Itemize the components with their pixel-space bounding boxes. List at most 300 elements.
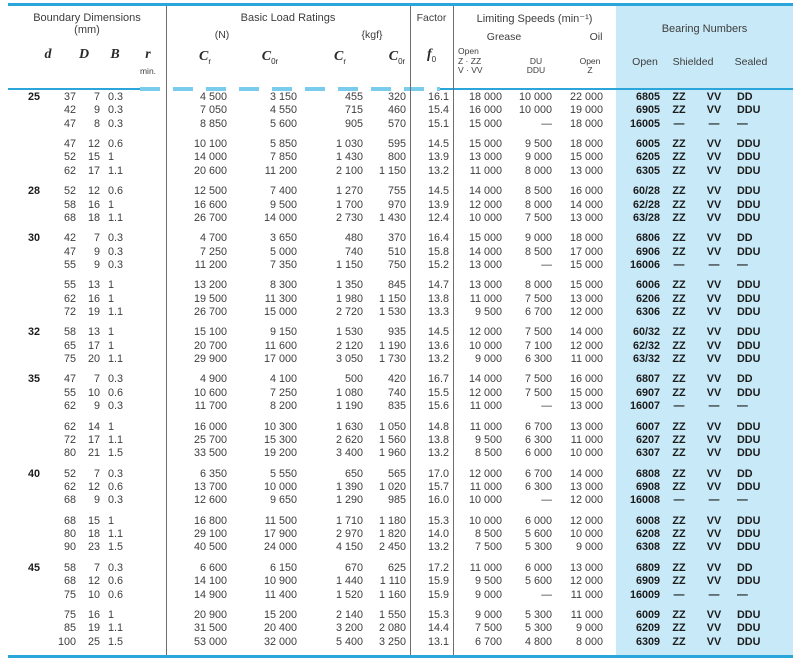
blue-filler <box>770 589 793 602</box>
spacer <box>603 138 616 151</box>
table-row <box>8 609 793 622</box>
cell-bearing-open: 6009 <box>635 608 660 621</box>
cell-grease-speed: 11 000 <box>469 292 502 305</box>
cell-B: 10 <box>87 588 100 601</box>
cell-bearing-vv: VV <box>706 198 722 211</box>
cell-c0r-kgf: 1 550 <box>378 608 406 621</box>
cell-D: 75 <box>63 588 76 601</box>
cell-B: 8 <box>93 117 100 130</box>
cell-du-speed: 6 700 <box>524 306 552 319</box>
cell-cr-kgf: 2 730 <box>335 211 363 224</box>
cell-bearing-zz: ZZ <box>672 514 686 527</box>
cell-grease-speed: 9 500 <box>474 575 502 588</box>
cell-bearing-dd: DDU <box>737 164 761 177</box>
cell-cr-n: 25 700 <box>193 433 227 446</box>
row-subgroup <box>8 91 793 131</box>
cell-c0r-n: 9 500 <box>269 198 297 211</box>
cell-bearing-vv: VV <box>706 622 722 635</box>
spacer <box>603 447 616 460</box>
cell-cr-n: 29 900 <box>193 353 227 366</box>
cell-f0: 13.2 <box>427 164 449 177</box>
cell-bearing-open: 16005 <box>629 117 660 130</box>
blue-filler <box>770 279 793 292</box>
cell-B: 17 <box>87 164 100 177</box>
cell-bearing-open: 16006 <box>629 258 660 271</box>
cell-f0: 13.2 <box>427 447 449 460</box>
cell-bearing-open: 63/28 <box>632 211 660 224</box>
cell-cr-n: 12 500 <box>193 185 227 198</box>
cell-r: 0.6 <box>108 185 124 198</box>
cell-oil-speed: 12 000 <box>569 339 603 352</box>
cell-bearing-dd: — <box>737 494 748 507</box>
boundary-dimensions-unit: (mm) <box>74 24 100 36</box>
cell-grease-speed: 12 000 <box>468 386 502 399</box>
cell-oil-speed: 9 000 <box>575 541 603 554</box>
blue-filler <box>770 468 793 481</box>
cell-oil-speed: 15 000 <box>569 386 603 399</box>
cell-bearing-dd: DDU <box>737 514 761 527</box>
table-row <box>8 232 793 245</box>
blue-filler <box>770 306 793 319</box>
cell-f0: 15.2 <box>427 258 449 271</box>
cell-c0r-kgf: 740 <box>387 386 406 399</box>
cell-f0: 13.8 <box>427 292 449 305</box>
cell-bearing-dd: DDU <box>737 279 761 292</box>
table-row <box>8 387 793 400</box>
cell-bearing-zz: ZZ <box>672 138 686 151</box>
spacer <box>603 232 616 245</box>
cell-grease-speed: 13 000 <box>468 151 502 164</box>
blue-filler <box>770 434 793 447</box>
spacer <box>603 212 616 225</box>
cell-bearing-open: 6809 <box>635 561 660 574</box>
cell-f0: 13.8 <box>427 433 449 446</box>
cell-bearing-vv: VV <box>706 151 722 164</box>
cell-d <box>8 293 48 306</box>
cell-d <box>8 622 48 635</box>
cell-oil-speed: 9 000 <box>575 622 603 635</box>
cell-cr-n: 7 250 <box>199 245 227 258</box>
cell-r: 0.3 <box>108 561 124 574</box>
blue-filler <box>770 118 793 131</box>
cell-cr-kgf: 5 400 <box>335 635 363 648</box>
cell-cr-n: 7 050 <box>199 104 227 117</box>
cell-c0r-kgf: 1 430 <box>378 211 406 224</box>
cell-r: 1 <box>108 292 115 305</box>
cell-du-speed: 8 500 <box>524 185 552 198</box>
cell-r: 0.3 <box>108 467 124 480</box>
cell-cr-n: 40 500 <box>193 541 227 554</box>
cell-D: 65 <box>63 339 76 352</box>
cell-r: 1 <box>108 420 115 433</box>
cell-d <box>8 165 48 178</box>
cell-B: 7 <box>93 467 100 480</box>
cell-f0: 13.1 <box>427 635 449 648</box>
row-subgroup <box>8 609 793 649</box>
cell-cr-n: 33 500 <box>193 447 227 460</box>
cell-c0r-kgf: 1 530 <box>378 306 406 319</box>
cell-D: 62 <box>63 400 76 413</box>
cell-f0: 12.4 <box>427 211 449 224</box>
cell-d <box>8 528 48 541</box>
cell-du-speed: — <box>541 588 552 601</box>
cell-oil-speed: 11 000 <box>570 588 603 601</box>
table-row <box>8 481 793 494</box>
unit-kgf: {kgf} <box>361 29 383 41</box>
cell-c0r-n: 11 200 <box>264 164 297 177</box>
cell-bearing-open: 16007 <box>629 400 660 413</box>
cell-c0r-n: 3 150 <box>269 91 297 103</box>
cell-c0r-kgf: 565 <box>387 467 406 480</box>
cell-cr-n: 13 200 <box>193 279 227 292</box>
cell-cr-n: 29 100 <box>193 528 227 541</box>
cell-B: 19 <box>87 622 100 635</box>
cell-cr-n: 11 200 <box>194 258 227 271</box>
cell-bearing-open: 6806 <box>635 232 660 245</box>
spacer <box>603 541 616 554</box>
cell-r: 1 <box>108 151 115 164</box>
cell-cr-n: 31 500 <box>193 622 227 635</box>
cell-f0: 14.5 <box>427 185 449 198</box>
cell-d <box>8 151 48 164</box>
cell-r: 0.3 <box>108 400 124 413</box>
cell-bearing-vv: — <box>708 400 720 413</box>
cell-D: 68 <box>63 211 76 224</box>
cell-cr-kgf: 1 190 <box>335 400 363 413</box>
cell-du-speed: 9 000 <box>524 232 552 245</box>
cell-bearing-vv: VV <box>706 279 722 292</box>
table-row <box>8 434 793 447</box>
cell-D: 37 <box>63 91 76 103</box>
cell-bearing-vv: VV <box>706 164 722 177</box>
cell-bearing-dd: DDU <box>737 185 761 198</box>
cell-r: 1 <box>108 514 115 527</box>
blue-filler <box>770 91 793 104</box>
cell-grease-speed: 15 000 <box>468 138 502 151</box>
cell-grease-speed: 9 000 <box>474 353 502 366</box>
cell-c0r-n: 20 400 <box>263 622 297 635</box>
cell-B: 20 <box>87 353 100 366</box>
cell-cr-kgf: 480 <box>344 232 363 245</box>
cell-bearing-vv: VV <box>706 245 722 258</box>
cell-f0: 16.1 <box>427 91 449 103</box>
cell-bearing-open: 6905 <box>635 104 660 117</box>
cell-grease-speed: 13 000 <box>468 258 502 271</box>
cell-oil-speed: 15 000 <box>569 279 603 292</box>
cell-bearing-zz: — <box>673 117 685 130</box>
bearing-sealed-header: Sealed <box>734 56 768 68</box>
oil-label: Oil <box>589 31 603 43</box>
cell-c0r-kgf: 1 820 <box>378 528 406 541</box>
cell-oil-speed: 16 000 <box>569 185 603 198</box>
cell-c0r-n: 8 200 <box>269 400 297 413</box>
table-row <box>8 340 793 353</box>
cell-bearing-open: 6807 <box>635 373 660 386</box>
cell-bearing-dd: DDU <box>737 353 761 366</box>
bottom-rule <box>8 655 793 658</box>
cell-r: 0.3 <box>108 104 124 117</box>
col-symbol-d: d <box>44 47 52 62</box>
blue-filler <box>770 199 793 212</box>
cell-c0r-n: 24 000 <box>263 541 297 554</box>
cell-c0r-kgf: 970 <box>387 198 406 211</box>
cell-du-speed: 6 700 <box>524 420 552 433</box>
cell-cr-kgf: 1 430 <box>335 151 363 164</box>
cell-cr-kgf: 1 350 <box>335 279 363 292</box>
cell-bearing-dd: DDU <box>737 211 761 224</box>
cell-bearing-zz: ZZ <box>672 306 686 319</box>
cell-bearing-dd: DDU <box>737 480 761 493</box>
cell-bearing-dd: DD <box>737 373 753 386</box>
cell-grease-speed: 9 000 <box>474 608 502 621</box>
table-row <box>8 138 793 151</box>
cell-cr-kgf: 1 530 <box>335 326 363 339</box>
cell-c0r-kgf: 1 050 <box>378 420 406 433</box>
cell-B: 17 <box>87 339 100 352</box>
cell-r: 0.3 <box>108 245 124 258</box>
cell-D: 62 <box>63 480 76 493</box>
cell-f0: 15.6 <box>427 400 449 413</box>
cell-oil-speed: 11 000 <box>570 608 603 621</box>
cell-d <box>8 246 48 259</box>
blue-filler <box>770 232 793 245</box>
cell-B: 7 <box>93 373 100 386</box>
blue-filler <box>770 562 793 575</box>
cell-du-speed: — <box>541 400 552 413</box>
cell-du-speed: — <box>541 117 552 130</box>
cell-grease-speed: 12 000 <box>468 467 502 480</box>
spacer <box>603 528 616 541</box>
cell-bearing-zz: ZZ <box>672 420 686 433</box>
row-subgroup <box>8 185 793 225</box>
cell-c0r-kgf: 370 <box>387 232 406 245</box>
cell-bearing-dd: DDU <box>737 575 761 588</box>
cell-c0r-n: 15 300 <box>263 433 297 446</box>
cell-d <box>8 636 48 649</box>
cell-f0: 13.6 <box>427 339 449 352</box>
cell-d <box>8 306 48 319</box>
cell-bearing-open: 6209 <box>635 622 660 635</box>
cell-oil-speed: 18 000 <box>569 138 603 151</box>
cell-bearing-open: 6908 <box>635 480 660 493</box>
cell-f0: 17.2 <box>427 561 449 574</box>
spacer <box>603 481 616 494</box>
cell-r: 1.1 <box>108 433 124 446</box>
cell-d: 25 <box>27 91 40 103</box>
cell-B: 7 <box>93 91 100 103</box>
cell-B: 7 <box>93 232 100 245</box>
cell-bearing-open: 6208 <box>635 528 660 541</box>
cell-bearing-open: 6906 <box>635 245 660 258</box>
cell-B: 7 <box>93 561 100 574</box>
blue-filler <box>770 528 793 541</box>
cell-grease-speed: 13 000 <box>468 279 502 292</box>
cell-cr-kgf: 670 <box>344 561 363 574</box>
cell-bearing-vv: — <box>708 588 720 601</box>
cell-c0r-kgf: 595 <box>387 138 406 151</box>
cell-cr-n: 14 900 <box>193 588 227 601</box>
table-row <box>8 421 793 434</box>
cell-B: 25 <box>87 635 100 648</box>
bearing-shielded-header: Shielded <box>672 56 714 68</box>
cell-cr-kgf: 740 <box>344 245 363 258</box>
blue-filler <box>770 165 793 178</box>
cell-D: 58 <box>63 198 76 211</box>
blue-filler <box>770 400 793 413</box>
cell-du-speed: 6 700 <box>524 467 552 480</box>
cell-c0r-kgf: 510 <box>387 245 406 258</box>
cell-bearing-vv: VV <box>706 185 722 198</box>
spacer <box>603 104 616 117</box>
spacer <box>603 151 616 164</box>
cell-bearing-dd: DD <box>737 561 753 574</box>
cell-bearing-dd: DDU <box>737 528 761 541</box>
cell-c0r-n: 7 250 <box>269 386 297 399</box>
cell-c0r-kgf: 750 <box>387 258 406 271</box>
cell-grease-speed: 18 000 <box>468 91 502 103</box>
cell-D: 72 <box>63 306 76 319</box>
cell-du-speed: 8 000 <box>524 198 552 211</box>
table-row <box>8 199 793 212</box>
cell-oil-speed: 11 000 <box>570 353 603 366</box>
cell-c0r-n: 9 650 <box>269 494 297 507</box>
col-symbol-f0: $f_0$ <box>426 47 437 64</box>
row-subgroup <box>8 515 793 555</box>
table-row <box>8 212 793 225</box>
cell-D: 62 <box>63 420 76 433</box>
cell-bearing-zz: ZZ <box>672 353 686 366</box>
cell-d: 40 <box>27 467 40 480</box>
cell-cr-kgf: 1 980 <box>335 292 363 305</box>
cell-cr-kgf: 650 <box>344 467 363 480</box>
cell-grease-speed: 10 000 <box>468 339 502 352</box>
cell-r: 1 <box>108 279 115 292</box>
cell-grease-speed: 11 000 <box>469 400 502 413</box>
blue-filler <box>770 373 793 386</box>
cell-D: 42 <box>63 104 76 117</box>
cell-du-speed: 6 000 <box>524 514 552 527</box>
cell-grease-speed: 8 500 <box>474 528 502 541</box>
cell-bearing-vv: VV <box>706 433 722 446</box>
cell-D: 62 <box>63 292 76 305</box>
cell-cr-kgf: 1 290 <box>335 494 363 507</box>
blue-filler <box>770 481 793 494</box>
row-subgroup <box>8 373 793 413</box>
spacer <box>603 373 616 386</box>
cell-du-speed: — <box>541 258 552 271</box>
cell-f0: 14.0 <box>427 528 449 541</box>
cell-grease-speed: 15 000 <box>468 117 502 130</box>
table-row <box>8 494 793 507</box>
cell-cr-n: 4 700 <box>199 232 227 245</box>
cell-f0: 15.3 <box>427 608 449 621</box>
cell-r: 1.1 <box>108 211 124 224</box>
cell-D: 47 <box>63 138 76 151</box>
cell-grease-speed: 10 000 <box>468 514 502 527</box>
cell-d <box>8 118 48 131</box>
cell-d <box>8 494 48 507</box>
cell-d <box>8 609 48 622</box>
cell-c0r-kgf: 835 <box>387 400 406 413</box>
cell-D: 72 <box>63 433 76 446</box>
spacer <box>603 468 616 481</box>
cell-c0r-kgf: 2 450 <box>378 541 406 554</box>
blue-filler <box>770 151 793 164</box>
cell-cr-n: 26 700 <box>193 306 227 319</box>
cell-du-speed: 4 800 <box>524 635 552 648</box>
blue-filler <box>770 421 793 434</box>
cell-du-speed: 7 500 <box>524 292 552 305</box>
cell-D: 55 <box>63 258 76 271</box>
cell-cr-n: 16 600 <box>193 198 227 211</box>
cell-bearing-vv: VV <box>706 232 722 245</box>
cell-bearing-zz: ZZ <box>672 528 686 541</box>
cell-c0r-n: 5 850 <box>269 138 297 151</box>
cell-B: 16 <box>87 198 100 211</box>
cell-c0r-n: 11 400 <box>264 588 297 601</box>
cell-d <box>8 481 48 494</box>
cell-r: 0.6 <box>108 588 124 601</box>
cell-B: 13 <box>87 279 100 292</box>
blue-filler <box>770 326 793 339</box>
cell-bearing-dd: DDU <box>737 306 761 319</box>
cell-c0r-kgf: 1 730 <box>378 353 406 366</box>
cell-oil-speed: 8 000 <box>575 635 603 648</box>
cell-bearing-dd: DDU <box>737 151 761 164</box>
spacer <box>603 434 616 447</box>
cell-d <box>8 589 48 602</box>
cell-cr-n: 26 700 <box>193 211 227 224</box>
cell-D: 80 <box>63 528 76 541</box>
cell-bearing-dd: DDU <box>737 447 761 460</box>
cell-bearing-zz: ZZ <box>672 561 686 574</box>
cell-bearing-vv: VV <box>706 373 722 386</box>
cell-r: 1.1 <box>108 353 124 366</box>
table-row <box>8 118 793 131</box>
cell-r: 0.3 <box>108 117 124 130</box>
cell-c0r-n: 3 650 <box>269 232 297 245</box>
table-row <box>8 528 793 541</box>
cell-cr-kgf: 1 080 <box>335 386 363 399</box>
cell-c0r-n: 11 600 <box>264 339 297 352</box>
cell-c0r-n: 7 850 <box>269 151 297 164</box>
cell-bearing-zz: ZZ <box>672 480 686 493</box>
cell-bearing-zz: ZZ <box>672 232 686 245</box>
cell-f0: 15.9 <box>427 588 449 601</box>
cell-cr-kgf: 715 <box>344 104 363 117</box>
cell-d: 30 <box>27 232 40 245</box>
cell-bearing-open: 6206 <box>635 292 660 305</box>
cell-cr-n: 20 900 <box>193 608 227 621</box>
row-subgroup <box>8 421 793 461</box>
cell-cr-n: 10 100 <box>193 138 227 151</box>
cell-du-speed: 6 000 <box>524 561 552 574</box>
cell-cr-n: 4 900 <box>199 373 227 386</box>
cell-bearing-open: 6308 <box>635 541 660 554</box>
cell-bearing-open: 6309 <box>635 635 660 648</box>
blue-filler <box>770 104 793 117</box>
cell-du-speed: 8 000 <box>524 164 552 177</box>
cell-oil-speed: 17 000 <box>569 245 603 258</box>
cell-c0r-n: 15 200 <box>263 608 297 621</box>
row-subgroup <box>8 326 793 366</box>
cell-d <box>8 279 48 292</box>
cell-bearing-dd: DDU <box>737 622 761 635</box>
cell-B: 9 <box>93 400 100 413</box>
spacer <box>603 353 616 366</box>
cell-c0r-kgf: 3 250 <box>378 635 406 648</box>
cell-bearing-dd: DDU <box>737 104 761 117</box>
